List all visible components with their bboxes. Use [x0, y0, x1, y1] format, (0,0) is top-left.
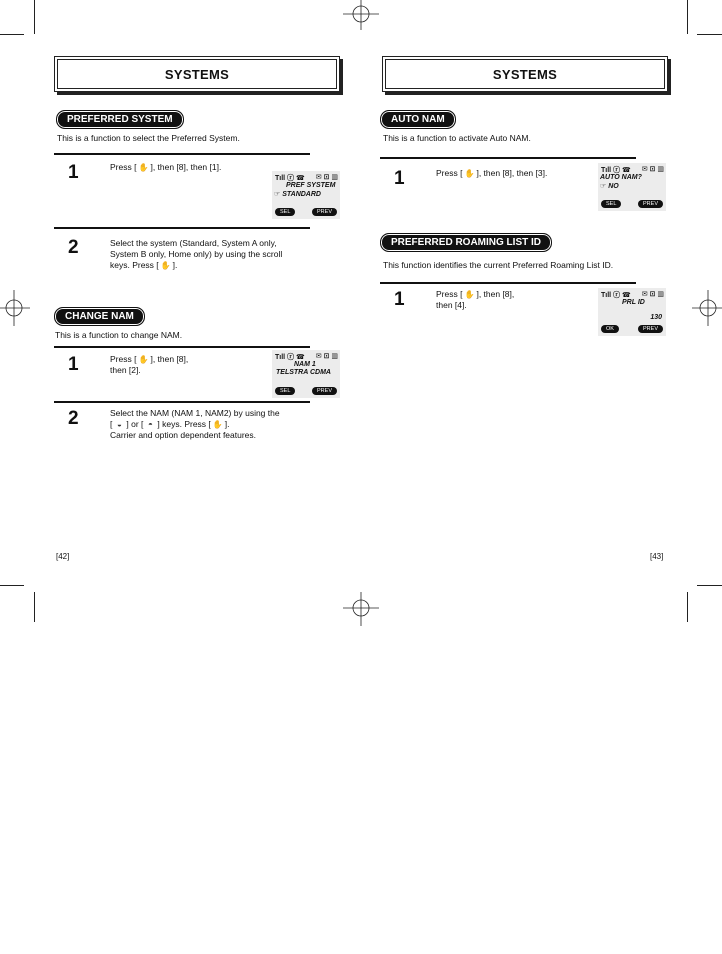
menu-key-icon: ✋ [138, 355, 149, 364]
crop-mark [687, 592, 688, 622]
signal-status: Tıll ⓡ ☎ [601, 292, 631, 299]
section-pill-prl-id: PREFERRED ROAMING LIST ID [380, 233, 552, 252]
battery-status: ✉ ⊡ ▥ [641, 291, 664, 298]
step-instruction: Select the NAM (NAM 1, NAM2) by using the [ ◒ ] or [ ◓ ] keys. Press [ ✋ ]. Carrier and option dependent features. [110, 408, 280, 440]
crop-mark [697, 585, 722, 586]
page-number-right: [43] [650, 552, 664, 561]
crop-mark [34, 0, 35, 34]
menu-key-icon: ✋ [464, 290, 475, 299]
step-instruction: Press [ ✋ ], then [8], then [2]. [110, 354, 189, 375]
signal-status: Tıll ⓡ ☎ [275, 354, 305, 361]
section-intro: This function identifies the current Preferred Roaming List ID. [383, 260, 614, 270]
step-divider [54, 227, 310, 229]
step-instruction: Select the system (Standard, System A only, System B only, Home only) by using the scroll keys. Press [ ✋ ]. [110, 238, 283, 270]
crop-mark [34, 592, 35, 622]
step-divider [54, 153, 310, 155]
crop-mark [687, 0, 688, 34]
battery-status: ✉ ⊡ ▥ [641, 166, 664, 173]
section-intro: This is a function to select the Preferred System. [57, 133, 240, 143]
page-title-right: SYSTEMS [382, 56, 668, 92]
step-instruction: Press [ ✋ ], then [8], then [3]. [436, 168, 548, 178]
section-pill-preferred-system: PREFERRED SYSTEM [56, 110, 184, 129]
menu-key-icon: ✋ [212, 420, 223, 429]
battery-status: ✉ ⊡ ▥ [315, 353, 338, 360]
page-title-left: SYSTEMS [54, 56, 340, 92]
step-number: 1 [394, 168, 405, 189]
phone-display: Tıll ⓡ ☎ ✉ ⊡ ▥ PRL ID 130 OK PREV [598, 288, 666, 336]
softkey-ok[interactable]: OK [601, 325, 619, 333]
softkey-prev[interactable]: PREV [312, 387, 337, 395]
softkey-sel[interactable]: SEL [601, 200, 621, 208]
step-divider [380, 157, 636, 159]
step-number: 1 [394, 289, 405, 310]
signal-status: Tıll ⓡ ☎ [601, 167, 631, 174]
step-number: 1 [68, 162, 79, 183]
softkey-sel[interactable]: SEL [275, 208, 295, 216]
registration-mark-icon [343, 0, 379, 36]
softkey-sel[interactable]: SEL [275, 387, 295, 395]
menu-key-icon: ✋ [464, 169, 475, 178]
softkey-prev[interactable]: PREV [638, 200, 663, 208]
step-number: 1 [68, 354, 79, 375]
section-intro: This is a function to change NAM. [55, 330, 183, 340]
signal-status: Tıll ⓡ ☎ [275, 175, 305, 182]
step-instruction: Press [ ✋ ], then [8], then [1]. [110, 162, 222, 172]
step-number: 2 [68, 408, 79, 429]
battery-status: ✉ ⊡ ▥ [315, 174, 338, 181]
registration-mark-icon [0, 290, 36, 326]
softkey-prev[interactable]: PREV [312, 208, 337, 216]
step-divider [54, 346, 310, 348]
scroll-up-key-icon: ◒ [116, 420, 122, 429]
section-pill-auto-nam: AUTO NAM [380, 110, 456, 129]
scroll-down-key-icon: ◓ [147, 420, 153, 429]
crop-mark [0, 34, 24, 35]
menu-key-icon: ✋ [160, 261, 171, 270]
phone-display: Tıll ⓡ ☎ ✉ ⊡ ▥ PREF SYSTEM ☞ STANDARD SEL PREV [272, 171, 340, 219]
phone-display: Tıll ⓡ ☎ ✉ ⊡ ▥ NAM 1 TELSTRA CDMA SEL PREV [272, 350, 340, 398]
step-number: 2 [68, 237, 79, 258]
page-number-left: [42] [56, 552, 70, 561]
step-divider [380, 282, 636, 284]
phone-display: Tıll ⓡ ☎ ✉ ⊡ ▥ AUTO NAM? ☞ NO SEL PREV [598, 163, 666, 211]
menu-key-icon: ✋ [138, 163, 149, 172]
crop-mark [697, 34, 722, 35]
step-divider [54, 401, 310, 403]
section-pill-change-nam: CHANGE NAM [54, 307, 145, 326]
softkey-prev[interactable]: PREV [638, 325, 663, 333]
registration-mark-icon [343, 590, 379, 626]
crop-mark [0, 585, 24, 586]
step-instruction: Press [ ✋ ], then [8], then [4]. [436, 289, 515, 310]
registration-mark-icon [686, 290, 722, 326]
section-intro: This is a function to activate Auto NAM. [383, 133, 531, 143]
